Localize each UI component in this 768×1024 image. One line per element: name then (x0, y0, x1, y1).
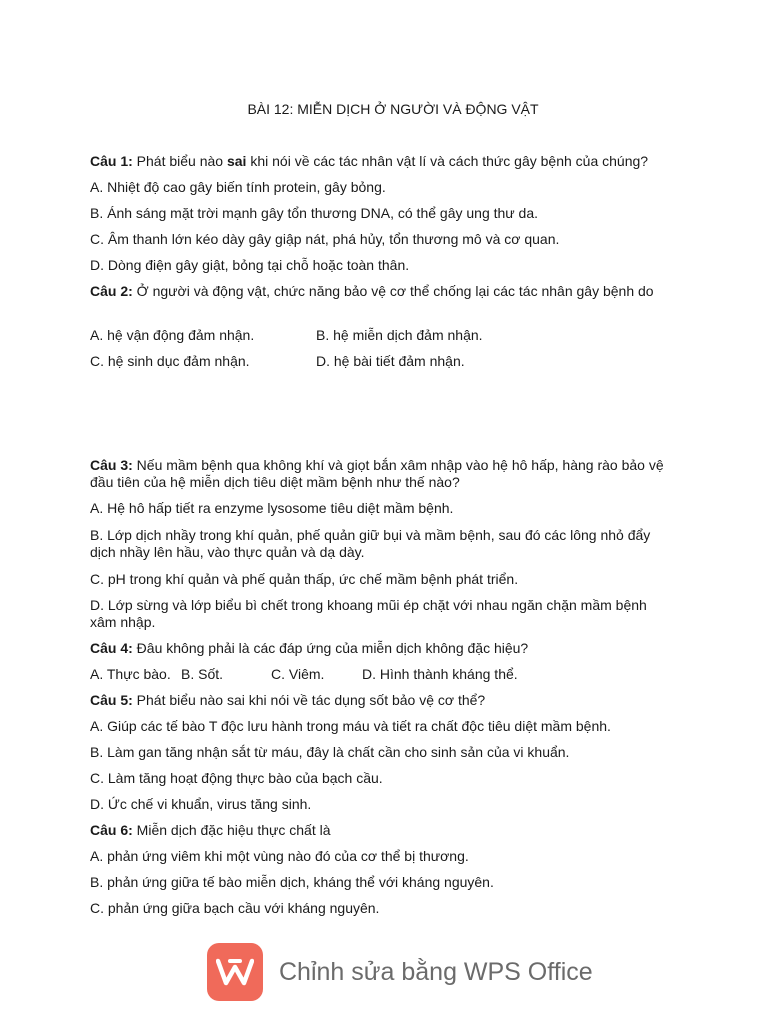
option-b: B. phản ứng giữa tế bào miễn dịch, kháng thể với kháng nguyên. (90, 874, 494, 890)
wps-office-banner[interactable] (207, 943, 593, 1001)
question-text: Ở người và động vật, chức năng bảo vệ cơ thể chống lại các tác nhân gây bệnh do (132, 283, 654, 299)
question-text: Phát biểu nào sai khi nói về tác dụng sốt bảo vệ cơ thể? (132, 692, 486, 708)
question-label: Câu 4: (90, 640, 133, 656)
option-a: A. hệ vận động đảm nhận. (90, 327, 255, 343)
option-b: B. Lớp dịch nhầy trong khí quản, phế quản giữ bụi và mầm bệnh, sau đó các lông nhỏ đẩy dịch nhầy lên hầu, vào thực quản và dạ dày. (90, 527, 651, 560)
option-b: B. Làm gan tăng nhận sắt từ máu, đây là chất cần cho sinh sản của vi khuẩn. (90, 744, 570, 760)
question-text: Nếu mầm bệnh qua không khí và giọt bắn xâm nhập vào hệ hô hấp, hàng rào bảo vệ đầu tiên của hệ miễn dịch tiêu diệt mầm bệnh như thế nào? (90, 457, 664, 490)
option-d: D. Lớp sừng và lớp biểu bì chết trong khoang mũi ép chặt với nhau ngăn chặn mầm bệnh xâm nhập. (90, 597, 647, 630)
question-label: Câu 2: (90, 283, 133, 299)
option-b: B. hệ miễn dịch đảm nhận. (316, 327, 483, 343)
question-label: Câu 1: (90, 153, 133, 169)
question-2 (90, 283, 670, 300)
option-a: A. Thực bào. (90, 666, 171, 682)
question-text: Phát biểu nào (132, 153, 227, 169)
question-5 (90, 692, 485, 709)
question-label: Câu 3: (90, 457, 133, 473)
question-1 (90, 153, 648, 170)
option-c: C. Viêm. (271, 666, 325, 682)
option-d: D. hệ bài tiết đảm nhận. (316, 353, 465, 369)
option-d: D. Dòng điện gây giật, bỏng tại chỗ hoặc toàn thân. (90, 257, 410, 273)
question-text: Miễn dịch đặc hiệu thực chất là (132, 822, 331, 838)
question-label: Câu 6: (90, 822, 133, 838)
wps-logo-icon[interactable] (207, 943, 263, 1001)
question-text: khi nói về các tác nhân vật lí và cách thức gây bệnh của chúng? (246, 153, 649, 169)
page-title: BÀI 12: MIỄN DỊCH Ở NGƯỜI VÀ ĐỘNG VẬT (247, 101, 539, 117)
option-d: D. Ức chế vi khuẩn, virus tăng sinh. (90, 796, 312, 812)
question-text: Đâu không phải là các đáp ứng của miễn dịch không đặc hiệu? (132, 640, 529, 656)
option-a: A. phản ứng viêm khi một vùng nào đó của cơ thể bị thương. (90, 848, 469, 864)
option-c: C. Làm tăng hoạt động thực bào của bạch cầu. (90, 770, 383, 786)
option-a: A. Giúp các tế bào T độc lưu hành trong máu và tiết ra chất độc tiêu diệt mầm bệnh. (90, 718, 611, 734)
option-b: B. Ánh sáng mặt trời mạnh gây tổn thương DNA, có thể gây ung thư da. (90, 205, 539, 221)
question-label: Câu 5: (90, 692, 133, 708)
option-a: A. Nhiệt độ cao gây biến tính protein, gây bỏng. (90, 179, 386, 195)
option-d: D. Hình thành kháng thể. (362, 666, 518, 682)
wps-edit-link[interactable]: Chỉnh sửa bằng WPS Office (279, 957, 593, 986)
question-4 (90, 640, 528, 657)
option-c: C. phản ứng giữa bạch cầu với kháng nguyên. (90, 900, 380, 916)
option-b: B. Sốt. (181, 666, 224, 682)
option-c: C. hệ sinh dục đảm nhận. (90, 353, 250, 369)
option-c: C. pH trong khí quản và phế quản thấp, ức chế mầm bệnh phát triển. (90, 571, 519, 587)
question-6 (90, 822, 331, 839)
question-3 (90, 457, 685, 491)
option-a: A. Hệ hô hấp tiết ra enzyme lysosome tiêu diệt mầm bệnh. (90, 500, 454, 516)
wps-logo-glyph (216, 957, 254, 987)
emphasis-text: sai (226, 153, 247, 169)
option-c: C. Âm thanh lớn kéo dày gây giập nát, phá hủy, tổn thương mô và cơ quan. (90, 231, 560, 247)
